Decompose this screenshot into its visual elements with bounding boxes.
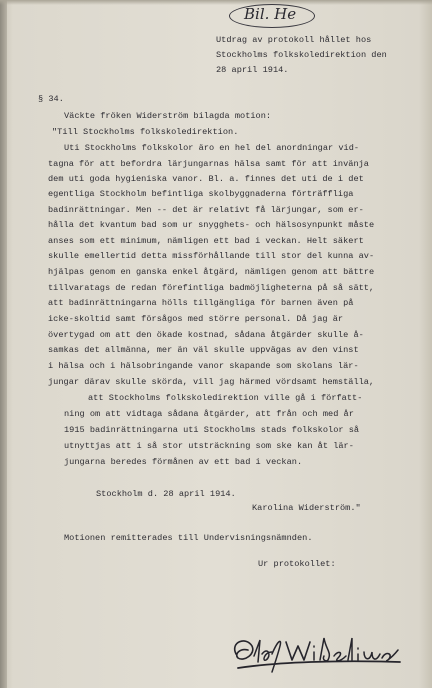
body-line: 1915 badinrättningarna uti Stockholms stads folkskolor så [64, 425, 360, 435]
body-line: övertygad om att den ökade kostnad, sådana åtgärder skulle å- [48, 330, 364, 340]
signer-name: Karolina Widerström." [252, 503, 361, 513]
body-line: anses som ett minimum, nämligen ett bad i veckan. Helt säkert [48, 236, 364, 246]
body-line: utnyttjas att i så stor utsträckning som ske kan åt lär- [64, 441, 354, 451]
body-line: att Stockholms folkskoledirektion ville gå i författ- [88, 393, 363, 403]
body-line: hålla det kvantum bad som ur snygghets- och hälsosynpunkt måste [48, 220, 375, 230]
header-line-3: 28 april 1914. [216, 65, 289, 75]
header-line-1: Utdrag av protokoll hållet hos [216, 35, 372, 45]
body-line: tagna för att befordra lärjungarnas hälsa samt för att invänja [48, 159, 369, 169]
paragraph-number: § 34. [38, 94, 64, 104]
body-line: samkas det allmänna, mer än väl skulle uppvägas av den vinst [48, 345, 359, 355]
body-line: i hälsa och i hälsobringande vanor skapande som skolans lär- [48, 361, 359, 371]
handwritten-signature [228, 632, 403, 676]
page-edge-shadow [0, 0, 7, 688]
address-line: "Till Stockholms folkskoledirektion. [52, 127, 239, 137]
handwritten-stamp-label: Bil. He [244, 5, 297, 23]
body-line: jungarna beredes förmånen av ett bad i veckan. [64, 457, 303, 467]
referral-line: Motionen remitterades till Undervisningsnämnden. [64, 533, 313, 543]
body-line: hjälpas genom en ganska enkel åtgärd, nämligen genom att bättre [48, 267, 375, 277]
body-line: ning om att vidtaga sådana åtgärder, att från och med år [64, 409, 354, 419]
body-line: tillvaratags de redan förefintliga badmöjligheterna på så sätt, [48, 283, 375, 293]
body-line: egentliga Stockholm befintliga skolbyggnaderna förträffliga [48, 189, 354, 199]
body-line: icke-skoltid samt försågos med större personal. Då jag är [48, 314, 344, 324]
body-line: badinrättningar. Men -- det är relativt få lärjungar, som er- [48, 205, 364, 215]
body-line: skulle emellertid detta missförhållande till stor del kunna av- [48, 251, 375, 261]
body-line: jungar därav skulle skörda, vill jag härmed vördsamt hemställa, [48, 377, 375, 387]
place-date: Stockholm d. 28 april 1914. [96, 489, 236, 499]
body-line: dem uti goda hygieniska vanor. Bl. a. finnes det uti de i det [48, 174, 364, 184]
page-top-shadow [0, 0, 432, 5]
header-line-2: Stockholms folkskoledirektion den [216, 50, 387, 60]
attest-label: Ur protokollet: [258, 559, 336, 569]
body-line: att badinrättningarna hölls tillgängliga för barnen även på [48, 298, 354, 308]
intro-line: Väckte fröken Widerström bilagda motion: [64, 111, 272, 121]
body-line: Uti Stockholms folkskolor äro en hel del anordningar vid- [64, 143, 360, 153]
